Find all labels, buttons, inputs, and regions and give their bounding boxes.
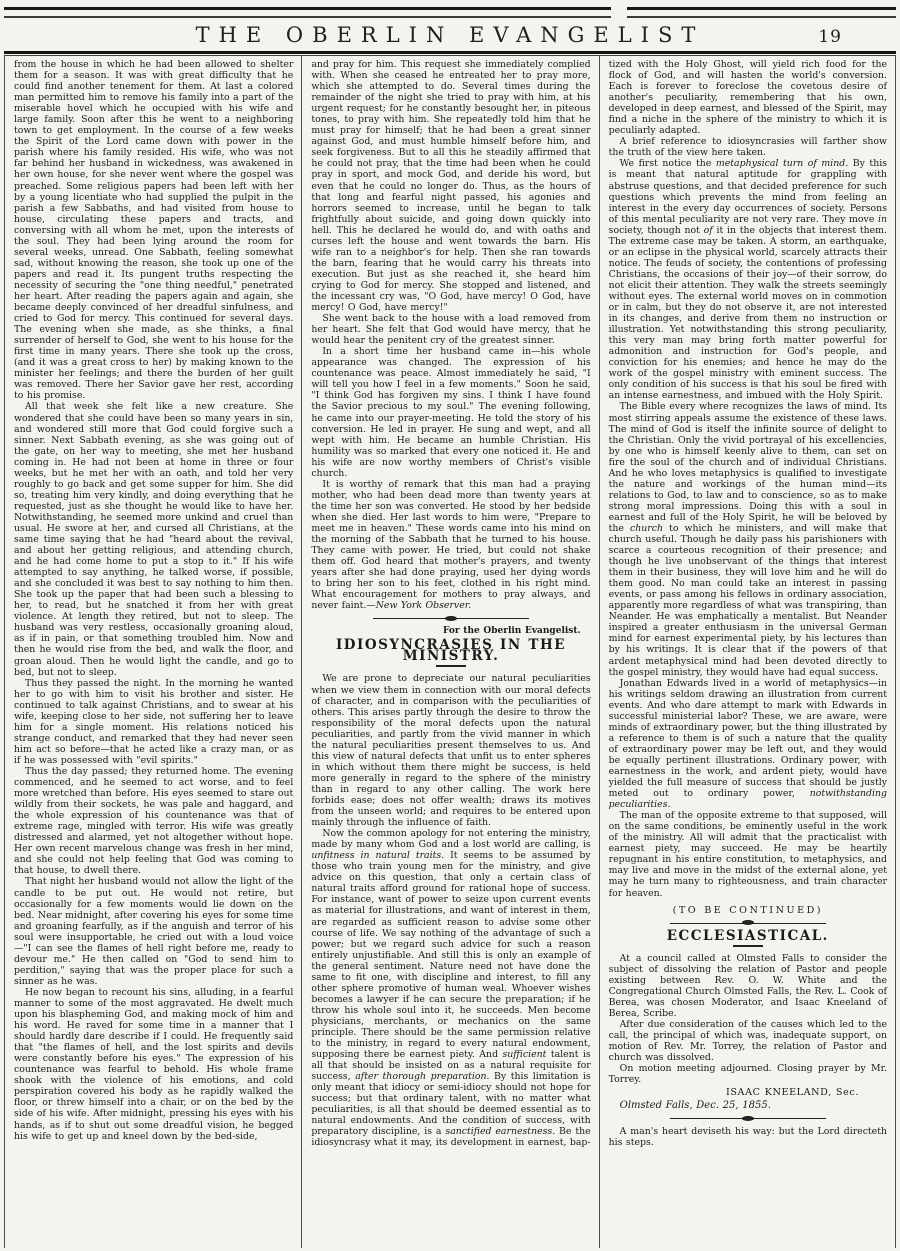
paragraph: from the house in which he had been allowed to shelter them for a season. It was with great difficulty that he could find another tenement for them. At last a colored man permitted him to remove his family into a part of the miserable hovel which he occupied with his wife and large family. Soon after this he went to a neighboring town to get employment. In the course of a few weeks the Spirit of the Lord came down with power in the parish where his family resided. His wife, who was not far behind her husband in wickedness, was awakened in her own house, for she never went where the gospel was preached. Some religious papers had been left with her by a young licentiate who had supplied the pulpit in the parish a few Sabbaths, and had visited from house to house, circulating these papers and tracts, and conversing with all whom he met, upon the interests of the soul. They had been lying around the room for several weeks, unread. One Sabbath, feeling somewhat sad, without knowing the reason, she took up one of the papers and read it. Its pungent truths respecting the necessity of securing the "one thing needful," penetrated her heart. After reading the papers again and again, she became deeply convinced of her dreadful sinfulness, and cried to God for mercy. This continued for several days. The evening when she made, as she thinks, a final surrender of herself to God, she went to his house for the first time in many years. There she took up the cross, (and it was a great cross to her) by making known to the minister her feelings; and there the burden of her guilt was removed. There her Savior gave her rest, according to his promise. (14, 59, 294, 402)
paragraph: He now began to recount his sins, alluding, in a fearful manner to some of the most aggravated. He dwelt much upon his blaspheming God, and making mock of him and his word. He raved for some time in a manner that I should hardly dare describe if I could. He frequently said that "the flames of hell, and the lost spirits and devils were constantly before his eyes." The expression of his countenance was fearful to behold. His whole frame shook with the violence of his emotions, and cold perspiration covered his body as he rapidly walked the floor, or threw himself into a chair, or on the bed by the side of his wife. After midnight, pressing his eyes with his hands, as if to shut out some dreadful vision, he begged his wife to get up and kneel down by the bed-side, (14, 986, 294, 1142)
paragraph: A brief reference to idiosyncrasies will farther show the truth of the view here taken. (608, 136, 887, 159)
paragraph: On motion meeting adjourned. Closing prayer by Mr. Torrey. (608, 1063, 887, 1086)
to-be-continued-note: (TO BE CONTINUED) (672, 904, 824, 916)
heading-rule (733, 945, 763, 947)
paragraph: Jonathan Edwards lived in a world of metaphysics—in his writings seldom drawing an illustration from current events. And who dare attempt to mark with Edwards in successful ministerial labor? These, we are aware, were minds of extraordinary power, but the thing illustrated by a reference to them is of such a nature that the quality of extraordinary power may be left out, and they would be equally pertinent illustrations. Ordinary power, with earnestness in the work, and ardent piety, would have yielded the full measure of success that should be justly meted out to ordinary power, notwithstanding peculiarities. (608, 677, 887, 811)
paragraph: We are prone to depreciate our natural peculiarities when we view them in connection with our moral defects of character, and in comparison with the peculiarities of others. This arises partly through the desire to throw the responsibility of the moral defects upon the natural peculiarities, and partly from the vivid manner in which the natural peculiarities present themselves to us. And this view of natural defects that unfit us to enter spheres in which without them there might be success, is held more generally in regard to the sphere of the ministry than in regard to any other calling. The work here forbids ease; does not offer wealth; draws its motives from the unseen world; and requires to be entered upon mainly through the influence of faith. (311, 673, 591, 829)
column-3 (599, 56, 896, 1248)
paragraph: All that week she felt like a new creature. She wondered that she could have been so many years in sin, and wondered still more that God could forgive such a sinner. Next Sabbath evening, as she was going out of the gate, on her way to meeting, she met her husband coming in. He had not been at home in three or four weeks, but he met her with an oath, and told her very roughly to go back and get some supper for him. She did so, treating him very kindly, and doing everything that he requested, just as she thought he would like to have her. Notwithstanding, he seemed more unkind and cruel than usual. He swore at her, and cursed all Christians, at the same time saying that he had "heard about the revival, and about her getting religious, and attending church, and he had come home to put a stop to it." If his wife attempted to say anything, he talked worse, if possible, and she concluded it was best to say nothing to him then. She took up the paper that had been such a blessing to her, to read, but he snatched it from her with great violence. At length they retired, but not to sleep. The husband was very restless, occasionally groaning aloud, as if in pain, or that something troubled him. Now and then he would rise from the bed, and walk the floor, and groan aloud. Then he would light the candle, and go to bed, but not to sleep. (14, 401, 294, 678)
top-rule-right-segment (627, 7, 896, 18)
paragraph: We first notice the metaphysical turn of mind. By this is meant that natural aptitude for grappling with abstruse questions, and that decided preference for such questions which prevents the mind from feeling an interest in the every day occurrences of society. Persons of this mental peculiarity are not very rare. They move in society, though not of it in the objects that interest them. The extreme case may be taken. A storm, an earthquake, or an eclipse in the physical world, scarcely attracts their notice. The feuds of society, the contentions of professing Christians, the occasions of their joy—of their sorrow, do not elicit their attention. They walk the streets seemingly without eyes. The external world moves on in commotion or in calm, but they do not observe it, are not interested in its changes, and derive from them no instruction or illustration. Yet notwithstanding this strong peculiarity, this very man may bring forth matter powerful for admonition and instruction for God's people, and conviction for his enemies; and hence he may do the work of the gospel ministry with eminent success. The only condition of his success is that his soul be fired with an intense earnestness, and imbued with the Holy Spirit. (608, 158, 887, 402)
paragraph: The Bible every where recognizes the laws of mind. Its most stirring appeals assume the existence of these laws. The mind of God is itself the infinite source of delight to the Christian. Only the vivid portrayal of his excellencies, by one who is himself keenly alive to them, can set on fire the soul of the church and of individual Christians. And he who loves metaphysics is qualified to investigate the nature and workings of the human mind—its relations to God, to law and to conscience, so as to make strong moral impressions. Doing this with a soul in earnest and full of the Holy Spirit, he will be beloved by the church to which he ministers, and will make that church useful. Though he daily pass his parishioners with scarce a courteous recognition of their presence; and though he live unobservant of the things that interest them in their business, they will love him and he will do them good. No man could take an interest in passing events, or pass among his fellows in ordinary association, apparently more regardless of what was transpiring, than Neander. He was emphatically a mentalist. But Neander inspired a greater enthusiasm in the universal German mind for earnest experimental piety, by his lectures than by his writings. It is clear that if the powers of that ardent metaphysical mind had been devoted directly to the gospel ministry, they would have had equal success. (608, 401, 887, 678)
column-1 (4, 56, 301, 1248)
paragraph: A man's heart deviseth his way: but the Lord directeth his steps. (608, 1126, 887, 1149)
section-divider (670, 923, 826, 924)
top-rule (0, 0, 900, 18)
article-credit: For the Oberlin Evangelist. (443, 626, 581, 637)
page-number: 19 (818, 27, 842, 47)
heading-rule (436, 665, 466, 667)
top-rule-left-segment (4, 7, 611, 18)
masthead (0, 18, 900, 50)
signature: ISAAC KNEELAND, Sec. (726, 1087, 859, 1099)
paragraph: and pray for him. This request she immediately complied with. When she ceased he entreated her to pray more, which she attempted to do. Several times during the remainder of the night she tried to pray with him, at his urgent request; for he constantly besought her, in piteous tones, to pray with him. She repeatedly told him that he must pray for himself; that he had been a great sinner against God, and must humble himself before him, and seek forgiveness. But to all this he steadily affirmed that he could not pray, that the time had been when he could pray in sport, and mock God, and deride his word, but even that he could no longer do. Thus, as the hours of that long and fearful night passed, his agonies and horrors seemed to increase, until he began to talk frightfully about suicide, and going down quickly into hell. This he declared he would do, and with oaths and curses left the house and went towards the barn. His wife ran to a neighbor's for help. Then she ran towards the barn, fearing that he would carry his threats into execution. But just as she reached it, she heard him crying to God for mercy. She stopped and listened, and the incessant cry was, "O God, have mercy! O God, have mercy! O God, have mercy!" (311, 59, 591, 314)
paragraph: She went back to the house with a load removed from her heart. She felt that God would have mercy, that he would hear the penitent cry of the greatest sinner. (311, 313, 591, 347)
paragraph: tized with the Holy Ghost, will yield rich food for the flock of God, and will hasten the world's conversion. Each is forever to foreclose the covetous desire of another's peculiarity, remembering that his own, developed in deep earnest, and blessed of the Spirit, may find a niche in the sphere of the ministry to which it is peculiarly adapted. (608, 59, 887, 137)
section-divider (373, 618, 529, 619)
paragraph: It is worthy of remark that this man had a praying mother, who had been dead more than twenty years at the time her son was converted. He stood by her bedside when she died. Her last words to him were, "Prepare to meet me in heaven." These words came into his mind on the morning of the Sabbath that he turned to his house. They came with power. He tried, but could not shake them off. God heard that mother's prayers, and twenty years after she had done praying, used her dying words to bring her son to his feet, clothed in his right mind. What encouragement for mothers to pray always, and never faint.—New York Observer. (311, 478, 591, 612)
paragraph: The man of the opposite extreme to that supposed, will on the same conditions, be eminently useful in the work of the ministry. All will admit that the practicalist with earnest piety, may succeed. He may be heartily repugnant in his entire constitution, to metaphysics, and may live and move in the midst of the external alone, yet may he turn many to righteousness, and train character for heaven. (608, 810, 887, 899)
paragraph: At a council called at Olmsted Falls to consider the subject of dissolving the relation of Pastor and people existing between Rev. O. W. White and the Congregational Church Olmsted Falls, the Rev. L. Cook of Berea, was chosen Moderator, and Isaac Kneeland of Berea, Scribe. (608, 952, 887, 1019)
paragraph: Thus they passed the night. In the morning he wanted her to go with him to visit his brother and sister. He continued to talk against Christians, and to swear at his wife, keeping close to her side, not suffering her to leave him for a single moment. His relations noticed his strange conduct, and remarked that they had never seen him act so before—that he acted like a crazy man, or as if he was possessed with "evil spirits." (14, 677, 294, 766)
page-title: THE OBERLIN EVANGELIST (195, 23, 705, 47)
article-heading: ECCLESIASTICAL. (666, 927, 829, 944)
column-2 (301, 56, 598, 1248)
section-divider (670, 1118, 826, 1119)
paragraph: In a short time her husband came in—his whole appearance was changed. The expression of his countenance was peace. Almost immediately he said, "I will tell you how I feel in a few moments." Soon he said, "I think God has forgiven my sins. I think I have found the Savior precious to my soul." The evening following, he came into our prayer-meeting. He told the story of his conversion. He led in prayer. He sung and wept, and all wept with him. He became an humble Christian. His humility was so marked that every one noticed it. He and his wife are now worthy members of Christ's visible church. (311, 346, 591, 479)
article-heading: IDIOSYNCRASIES IN THE MINISTRY. (335, 637, 566, 665)
paragraph: Thus the day passed; they returned home. The evening commenced, and he seemed to act worse, and to feel more wretched than before. His eyes seemed to stare out wildly from their sockets, he was pale and haggard, and the whole expression of his countenance was that of extreme rage, mingled with terror. His wife was greatly distressed and alarmed, yet not altogether without hope. Her own recent marvelous change was fresh in her mind, and she could not help feeling that God was coming to that house, to dwell there. (14, 766, 294, 877)
paragraph: Now the common apology for not entering the ministry, made by many whom God and a lost world are calling, is unfitness in natural traits. It seems to be assumed by those who train young men for the ministry, and give advice on this question, that only a certain class of natural traits afford ground for rational hope of success. For instance, want of power to seize upon current events as material for illustrations, and want of interest in them, are regarded as sufficient reason to advise some other course of life. We say nothing of the advantage of such a power; but we regard such advice for such a reason entirely unjustifiable. And still this is only an example of the general sentiment. Nature need not have done the same to fit one, with discipline and interest, to fill any other sphere promotive of human weal. Whoever wishes becomes a lawyer if he can secure the preparation; if he throw his whole soul into it, he succeeds. Men become physicians, merchants, or mechanics on the same principle. There should be the same permission relative to the ministry, in regard to every natural endowment, supposing there be earnest piety. And sufficient talent is all that should be insisted on as a natural requisite for success, after thorough preparation. By this limitation is only meant that idiocy or semi-idiocy should not hope for success; but that ordinary talent, with no matter what peculiarities, is all that should be deemed essential as to natural endowments. And the condition of success, with preparatory discipline, is a sanctified earnestness. Be the idiosyncrasy what it may, its development in earnest, bap- (311, 828, 591, 1149)
dateline: Olmsted Falls, Dec. 25, 1855. (619, 1100, 771, 1112)
paragraph: That night her husband would not allow the light of the candle to be put out. He would not retire, but occasionally for a few moments would lie down on the bed. Near midnight, after covering his eyes for some time and groaning fearfully, as if the anguish and terror of his soul were insupportable, he cried out with a loud voice—"I can see the flames of hell right before me, ready to devour me." He then called on "God to send him to perdition," saying that was the proper place for such a sinner as he was. (14, 876, 294, 987)
article-columns (4, 56, 896, 1248)
paragraph: After due consideration of the causes which led to the call, the principal of which was, inadequate support, on motion of Rev. Mr. Torrey, the relation of Pastor and church was dissolved. (608, 1018, 887, 1064)
